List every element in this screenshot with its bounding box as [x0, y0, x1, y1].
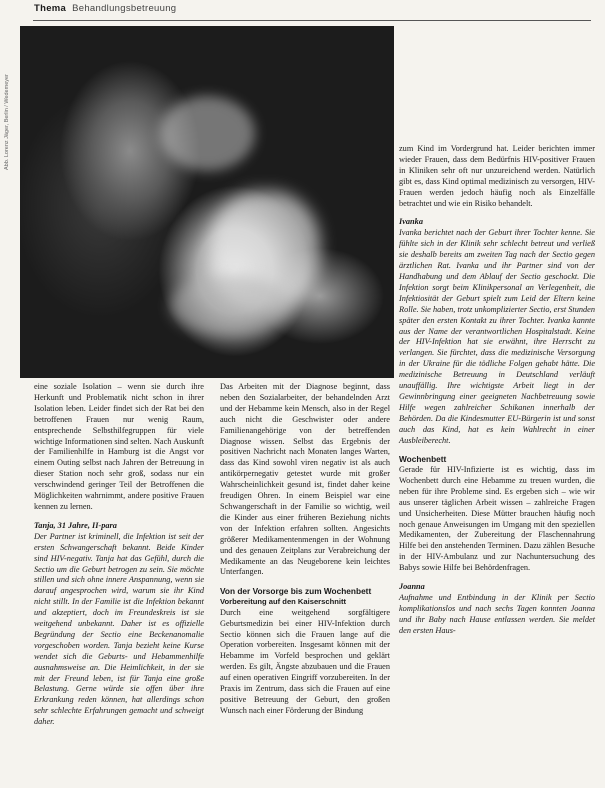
photo-highlight-hand [170, 276, 290, 336]
col1-paragraph: eine soziale Isolation – wenn sie durch ihre Herkunft und Problematik nicht schon in ihrer Isolation leben. Leider findet sich der Rat bei den betroffenen Frauen nur wenig Raum, entsprechende Selbsthilfegruppen für viele wichtige Informationen sind selten. Nach Auskunft der Familienhilfe in Hamburg ist die Angst vor einem Outing selbst nach Jahren der Betreuung in dieser Station noch sehr groß, sodass nur ein verschwindend geringer Teil der Betroffenen die Möglichkeiten wahrnimmt, andere positive Frauen kennen zu lernen. [34, 382, 204, 511]
case-tanja-heading: Tanja, 31 Jahre, II-para [34, 520, 117, 530]
photo-credit: Abb. Lorenz Jäger, Berlin / Wedemeyer [4, 74, 10, 170]
header-topic: Behandlungsbetreuung [72, 3, 177, 14]
mother-baby-photo [20, 26, 394, 378]
case-joanna-heading: Joanna [399, 582, 425, 592]
photo-highlight-face [160, 96, 255, 171]
column-right [399, 144, 595, 637]
case-ivanka-text: Ivanka berichtet nach der Geburt ihrer Tochter kenne. Sie fühlte sich in der Klinik sehr schlecht betreut und verließ sie deshalb bereits am zweiten Tag nach der Sectio gegen ärztlichen Rat. Ivanka und ihr Partner sind von der Handhabung und dem Ablauf der Sectio geschockt. Die Infektion sorgt beim Klinikpersonal an Verlegenheit, die Infektiosität der Geburt spielt zum Leid der Eltern keine Rolle. Sie haben, trotz unkomplizierter Sectio, erst Stunden später den ersten Kontakt zu ihrer Tochter. Ivanka kannte aus der Name der verantwortlichen Hospitalstadt. Keine der HIV-Infektion hat sie erwähnt, ihre Herrscht zu verlangen. Sie fürchtet, dass die medizinische Versorgung in der Ukraine für die tödliche Folgen gehabt hätte. Die medizinische Betreuung in Deutschland verläuft unauffällig. Ihre wichtigste Arbeit liegt in der Gewinnbringung einer geeigneten Nachbetreuung sowie Hilfe wegen zahlreicher Schikanen innerhalb der Behörden. Da die Kindesmutter EU-Bürgerin ist und sonst auch das Kind, hat es kein Wahlrecht in einer Ausbleiberecht. [399, 228, 595, 445]
case-joanna-text: Aufnahme und Entbindung in der Klinik per Sectio komplikationslos und nach sechs Tagen konnten Joanna und ihr Baby nach Hause entlassen werden. Sie meldet den ersten Haus- [399, 592, 595, 635]
section-heading-vorsorge: Von der Vorsorge bis zum Wochenbett [220, 586, 372, 597]
col2-paragraph-2: Durch eine weitgehend sorgfältigere Geburtsmedizin bei einer HIV-Infektion durch Sectio können sich die Frauen lange auf die Operation vorbereiten. Insgesamt können mit der Hebamme im Vorfeld besprochen und geklärt werden. Es gilt, Ängste abzubauen und die Frauen auf einen operativen Eingriff vorzubereiten. In der Praxis im Zentrum, dass sich die Frauen auf eine positive Betreuung der Geburt, den großen Wunsch nach einer Förderung der Bindung [220, 607, 390, 715]
header-theme: Thema [34, 3, 67, 14]
case-tanja-text: Der Partner ist kriminell, die Infektion ist seit der ersten Schwangerschaft bekannt. Beide Kinder sind HIV-negativ. Tanja hat das Gefühl, durch die Sectio um die Geburt betrogen zu sein. Sie möchte stillen und sich ohne innere Anspannung, wenn sie darauf angesprochen wird, warum sie ihr Kind nicht stillt. In der Familie ist die Infektion bekannt und akzeptiert, doch im Freundeskreis ist sie weitgehend unbekannt. Daher ist es offizielle Begründung der Sectio eine Beckenanomalie vorgeschoben worden. Tanja bezieht keine Kurse wendet sich die Geburts- und Hebammenhilfe ausnahmsweise an. Die Heimlichkeit, in der sie mit der Freund leben, ist für Tanja eine große Belastung. Gerne würde sie offen über ihre Erkrankung reden können, hat allerdings schon sehr schlechte Erfahrungen gemacht und schweigt daher. [34, 531, 204, 727]
col3-paragraph-2: Gerade für HIV-Infizierte ist es wichtig, dass im Wochenbett durch eine Hebamme zu treuen wurden, die neben für ihre Probleme sind. Es ergeben sich – wie wir aus unserer täglichen Arbeit wissen – zahlreiche Fragen und Unsicherheiten. Diese Mütter brauchen häufig noch noch genaue Anweisungen im Umgang mit den speziellen Medikamenten, der Zubereitung der Flaschennahrung Hilfe bei den anstehenden Terminen. Dazu zählen Besuche in der HIV-Ambulanz und zur Nachuntersuchung des Babys sowie Hilfe bei Behördenfragen. [399, 464, 595, 573]
col3-paragraph: zum Kind im Vordergrund hat. Leider berichten immer wieder Frauen, dass dem Bedürfnis HIV-positiver Frauen in Kliniken sehr oft nur unzureichend werden. Natürlich gibt es, dass Kind optimal medizinisch zu versorgen, HIV-Frauen werden jedoch häufig noch als Einzelfälle betrachtet und wie ein Risiko behandelt. [399, 144, 595, 208]
column-left [34, 382, 204, 728]
column-middle [220, 382, 390, 717]
col2-paragraph: Das Arbeiten mit der Diagnose beginnt, dass neben den Sozialarbeiter, der behandelnden Arzt und der Hebamme kein Mensch, also in der Regel auch nicht die Geschwister oder andere Familienangehörige von der betreffenden Diagnose wissen. Selbst das Ergebnis der positiven Nachricht nach Monaten langes Warten, dass das Kind sowohl viren negativ ist als auch antikörpernegativ getestet wurde mit großer Wahrscheinlichkeit gesund ist, findet daher keine freudigen Ohren. In einem Beispiel war eine Schwangerschaft in der Familie so wichtig, weil die Kinder aus einer früheren Beziehung nichts von der Infektion erfahren sollten. Angesichts größerer Medikamentenmengen in der Wohnung und des genauen Zeitplans zur Verabreichung der Medikamente an das Neugeborene kein leichtes Unterfangen. [220, 382, 390, 577]
case-ivanka-heading: Ivanka [399, 217, 423, 227]
section-subheading-kaiserschnitt: Vorbereitung auf den Kaiserschnitt [220, 596, 347, 606]
section-heading-wochenbett: Wochenbett [399, 454, 447, 465]
header-rule [33, 20, 591, 21]
running-header [34, 3, 176, 19]
